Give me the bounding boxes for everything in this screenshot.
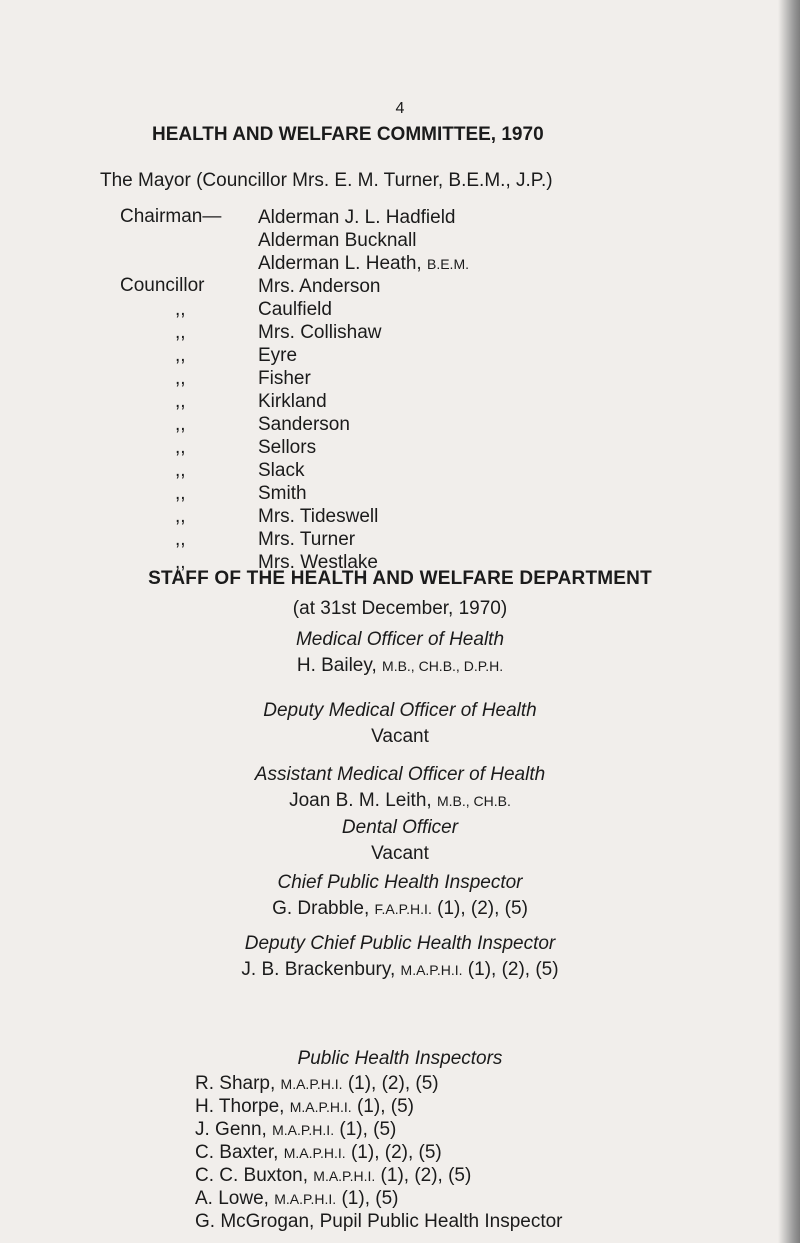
mayor-line — [100, 170, 553, 192]
inspector-quals: M.A.P.H.I. — [272, 1122, 335, 1138]
ditto-mark: ,, — [175, 322, 186, 343]
post-chief-phi — [0, 870, 800, 922]
mayor-label — [100, 170, 191, 191]
alderman-item — [258, 252, 469, 275]
ditto-mark: ,, — [175, 506, 186, 527]
councillor-item: Caulfield — [258, 299, 332, 320]
alderman-item: Alderman J. L. Hadfield — [258, 207, 456, 228]
post-role: Dental Officer — [341, 817, 459, 838]
post-role: Medical Officer of Health — [295, 629, 505, 650]
post-holder-name: Vacant — [371, 726, 429, 747]
inspector-name: A. Lowe, — [195, 1188, 269, 1209]
inspector-name: R. Sharp, — [195, 1073, 276, 1094]
councillor-item: Sellors — [258, 437, 317, 458]
post-role: Chief Public Health Inspector — [277, 872, 523, 893]
inspector-suffix: (1), (2), (5) — [350, 1142, 442, 1163]
post-medical-officer — [0, 627, 800, 679]
inspector-name: G. McGrogan, Pupil Public Health Inspector — [195, 1211, 563, 1232]
inspector-item — [195, 1095, 563, 1118]
post-holder — [0, 957, 800, 983]
inspector-item — [195, 1164, 563, 1187]
post-holder-name: G. Drabble, — [272, 898, 370, 919]
inspector-quals: M.A.P.H.I. — [283, 1145, 346, 1161]
post-holder-suffix: (1), (2), (5) — [437, 898, 528, 919]
councillor-item: Smith — [258, 483, 307, 504]
inspector-item — [195, 1118, 563, 1141]
post-holder-suffix: (1), (2), (5) — [467, 959, 559, 980]
inspector-quals: M.A.P.H.I. — [313, 1168, 376, 1184]
councillor-label: Councillor — [120, 275, 205, 296]
councillors-list — [258, 275, 382, 574]
ditto-mark: ,, — [175, 368, 186, 389]
councillor-item: Slack — [258, 460, 305, 481]
alderman-name: Alderman L. Heath, — [258, 253, 422, 274]
post-holder-name: H. Bailey, — [296, 655, 377, 676]
inspector-name: J. Genn, — [195, 1119, 267, 1140]
ditto-mark: ,, — [175, 552, 186, 573]
post-holder — [0, 788, 800, 814]
ditto-mark: ,, — [175, 437, 186, 458]
alderman-item: Alderman Bucknall — [258, 230, 417, 251]
ditto-mark: ,, — [175, 460, 186, 481]
inspector-item — [195, 1072, 563, 1095]
inspector-suffix: (1), (2), (5) — [347, 1073, 439, 1094]
inspector-suffix: (1), (5) — [339, 1119, 397, 1140]
post-holder-name: J. B. Brackenbury, — [241, 959, 396, 980]
inspector-item — [195, 1187, 563, 1210]
inspector-quals: M.A.P.H.I. — [274, 1191, 337, 1207]
inspector-suffix: (1), (5) — [341, 1188, 399, 1209]
post-holder-quals: M.B., CH.B. — [436, 793, 511, 809]
page-number: 4 — [395, 100, 405, 117]
inspector-name: C. C. Buxton, — [195, 1165, 308, 1186]
post-holder-name: Vacant — [371, 843, 429, 864]
inspectors-list — [195, 1072, 563, 1233]
post-holder-name: Joan B. M. Leith, — [289, 790, 432, 811]
councillor-item: Kirkland — [258, 391, 327, 412]
staff-title: STAFF OF THE HEALTH AND WELFARE DEPARTMENT — [148, 568, 652, 589]
post-deputy-medical-officer — [0, 698, 800, 750]
post-holder-quals: M.B., CH.B., D.P.H. — [382, 658, 504, 674]
mayor-label-text: The Mayor — [100, 170, 191, 191]
post-holder-quals: M.A.P.H.I. — [400, 962, 463, 978]
ditto-marks — [175, 298, 186, 574]
post-role: Deputy Medical Officer of Health — [263, 700, 537, 721]
councillor-item: Sanderson — [258, 414, 350, 435]
councillor-item: Mrs. Westlake — [258, 552, 379, 573]
councillor-item: Mrs. Turner — [258, 529, 356, 550]
post-dental-officer — [0, 815, 800, 867]
councillor-item: Mrs. Anderson — [258, 276, 381, 297]
chairman-label: Chairman— — [120, 206, 222, 227]
committee-title: HEALTH AND WELFARE COMMITTEE, 1970 — [152, 124, 544, 145]
post-holder — [0, 653, 800, 679]
post-role: Deputy Chief Public Health Inspector — [244, 933, 556, 954]
ditto-mark: ,, — [175, 414, 186, 435]
inspector-quals: M.A.P.H.I. — [280, 1076, 343, 1092]
ditto-mark: ,, — [175, 299, 186, 320]
inspector-name: C. Baxter, — [195, 1142, 279, 1163]
post-deputy-chief-phi — [0, 931, 800, 983]
post-holder-quals: F.A.P.H.I. — [374, 901, 432, 917]
ditto-mark: ,, — [175, 345, 186, 366]
councillor-item: Mrs. Collishaw — [258, 322, 382, 343]
councillor-item: Mrs. Tideswell — [258, 506, 379, 527]
aldermen-list — [258, 206, 469, 275]
inspector-suffix: (1), (2), (5) — [380, 1165, 472, 1186]
post-holder — [0, 896, 800, 922]
post-assistant-medical-officer — [0, 762, 800, 814]
staff-date: (at 31st December, 1970) — [292, 598, 508, 619]
inspector-quals: M.A.P.H.I. — [289, 1099, 352, 1115]
post-role: Assistant Medical Officer of Health — [254, 764, 546, 785]
inspector-name: H. Thorpe, — [195, 1096, 285, 1117]
inspector-suffix: (1), (5) — [356, 1096, 414, 1117]
alderman-quals: B.E.M. — [426, 256, 469, 272]
ditto-mark: ,, — [175, 391, 186, 412]
councillor-item: Eyre — [258, 345, 298, 366]
inspectors-title: Public Health Inspectors — [297, 1048, 503, 1069]
ditto-mark: ,, — [175, 529, 186, 550]
mayor-detail: (Councillor Mrs. E. M. Turner, B.E.M., J.P.) — [196, 170, 553, 191]
inspector-item — [195, 1141, 563, 1164]
ditto-mark: ,, — [175, 483, 186, 504]
inspector-item — [195, 1210, 563, 1233]
councillor-item: Fisher — [258, 368, 311, 389]
